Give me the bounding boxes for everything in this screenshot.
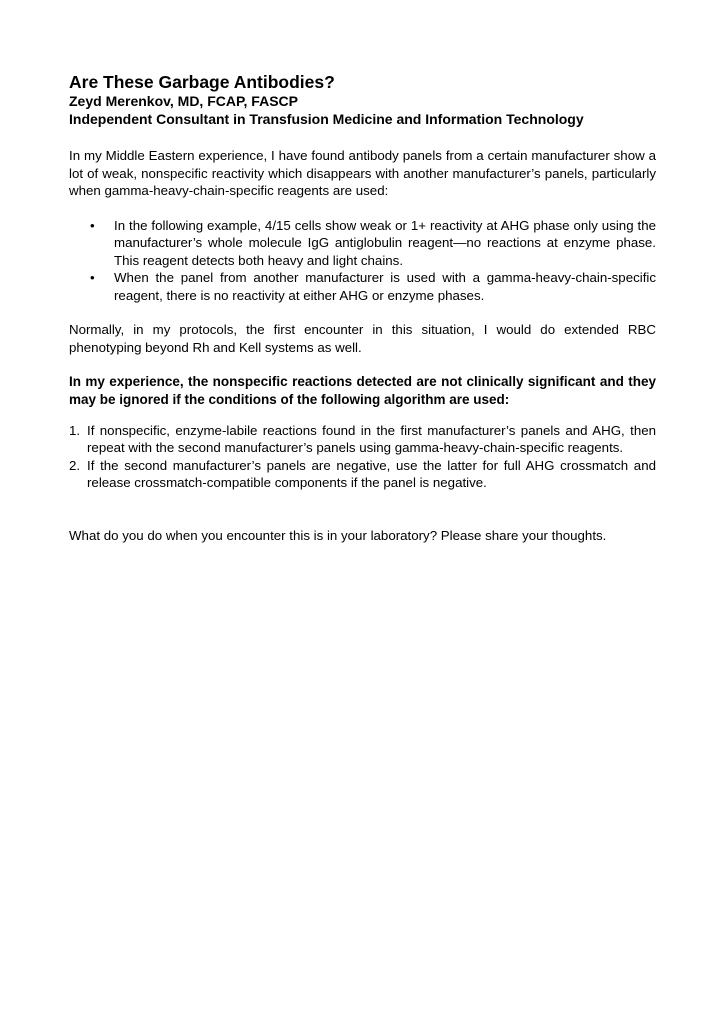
bold-statement: In my experience, the nonspecific reactions detected are not clinically significant and they may be ignored if the conditions of the following algorithm are used: [69, 374, 656, 407]
algorithm-steps [69, 422, 656, 492]
bullet-item [69, 269, 656, 304]
bullet-list [69, 217, 656, 305]
step-number: 1. [69, 422, 81, 438]
document-title: Are These Garbage Antibodies? [69, 72, 335, 92]
step-text: If the second manufacturer’s panels are negative, use the latter for full AHG crossmatch and release crossmatch-compatible components if the panel is negative. [87, 457, 656, 490]
step-text: If nonspecific, enzyme-labile reactions found in the first manufacturer’s panels and AHG, then repeat with the second manufacturer’s panels using gamma-heavy-chain-specific reagents. [87, 422, 656, 455]
step-number: 2. [69, 457, 81, 473]
step-item [69, 422, 656, 457]
intro-paragraph: In my Middle Eastern experience, I have found antibody panels from a certain manufacturer show a lot of weak, nonspecific reactivity which disappears with another manufacturer’s panels, particularly when gamma-heavy-chain-specific reagents are used: [69, 148, 656, 198]
bullet-text: In the following example, 4/15 cells show weak or 1+ reactivity at AHG phase only using the manufacturer’s whole molecule IgG antiglobulin reagent—no reactions at enzyme phase. This reagent detects both heavy and light chains. [114, 217, 656, 268]
document-page [69, 72, 656, 557]
author-line: Zeyd Merenkov, MD, FCAP, FASCP [69, 93, 298, 109]
affiliation-line: Independent Consultant in Transfusion Medicine and Information Technology [69, 111, 584, 127]
closing-question: What do you do when you encounter this is in your laboratory? Please share your thoughts. [69, 527, 607, 543]
bullet-icon: • [90, 217, 95, 233]
protocol-paragraph: Normally, in my protocols, the first encounter in this situation, I would do extended RBC phenotyping beyond Rh and Kell systems as well. [69, 322, 656, 355]
bullet-text: When the panel from another manufacturer is used with a gamma-heavy-chain-specific reagent, there is no reactivity at either AHG or enzyme phases. [114, 270, 656, 303]
bullet-item [69, 217, 656, 270]
step-item [69, 457, 656, 492]
bullet-icon: • [90, 270, 95, 285]
